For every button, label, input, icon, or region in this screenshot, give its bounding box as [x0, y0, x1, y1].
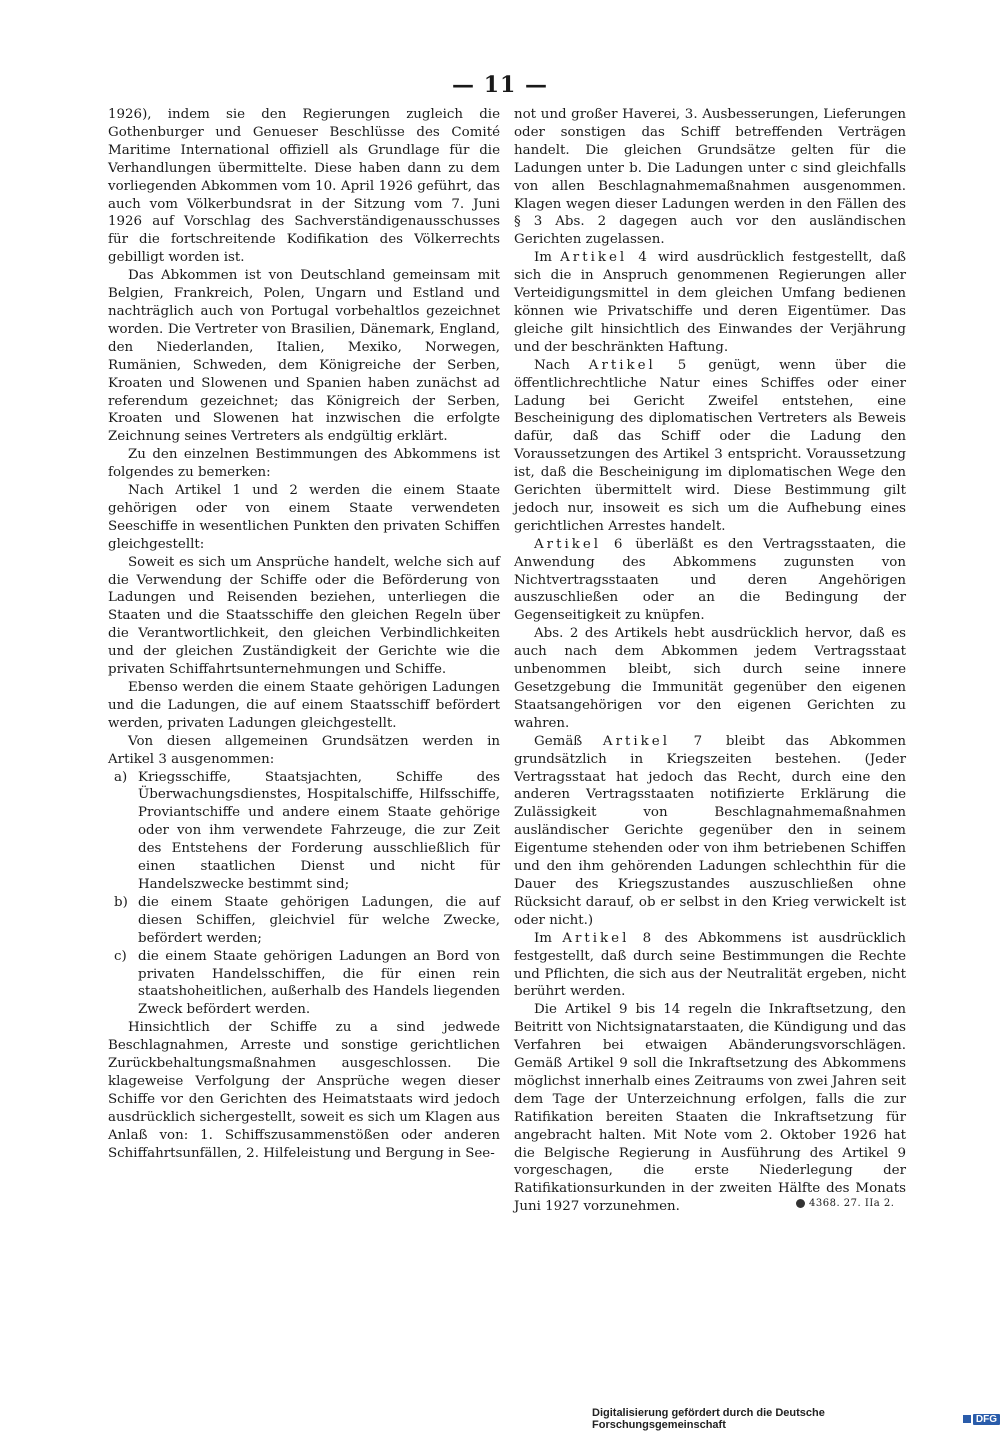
paragraph [514, 357, 906, 536]
paragraph [514, 930, 906, 1002]
stamp-text: 4368. 27. IIa 2. [809, 1198, 895, 1209]
logo-square [963, 1415, 971, 1423]
article-reference: Artikel 6 [534, 536, 626, 552]
text-run: bleibt das Abkommen grundsätzlich in Kriegszeiten bestehen. (Jeder Vertragsstaat hat jedoch das Recht, durch eine den anderen Vertragsstaaten notifizierte Erklärung die Zulässigkeit von Beschlagnahmemaßnahmen ausländischer Gerichte gegenüber den in seinem Eigentume stehenden oder von ihm betriebenen Schiffen und den ihm gehörenden Ladungen schlechthin für die Dauer des Kriegszustandes auszuschließen ohne Rücksicht darauf, ob er selbst in den Krieg verwickelt ist oder nicht.) [514, 733, 906, 928]
exception-list [108, 769, 500, 1020]
text-run: des Abkommens ist ausdrücklich festgestellt, daß durch seine Bestimmungen die Rechte und Pflichten, die sich aus der Neutralität ergeben, nicht berührt werden. [514, 930, 907, 1000]
list-marker: a) [114, 769, 128, 785]
text-run: überläßt es den Vertragsstaaten, die Anwendung des Abkommens zugunsten von Nichtvertragsstaaten und deren Angehörigen auszuschließen oder an die Bedingung der Gegenseitigkeit zu knüpfen. [514, 536, 906, 624]
paragraph: Das Abkommen ist von Deutschland gemeinsam mit Belgien, Frankreich, Polen, Ungarn und Estland und nachträglich auch von Portugal vorbehaltlos gezeichnet worden. Die Vertreter von Brasilien, Dänemark, England, den Niederlanden, Italien, Mexiko, Norwegen, Rumänien, Schweden, dem Königreiche der Serben, Kroaten und Slowenen und Spanien haben zunächst ad referendum gezeichnet; das Königreich der Serben, Kroaten und Slowenen hat inzwischen die erfolgte Zeichnung seines Vertreters als endgültig erklärt. [108, 268, 500, 445]
list-text: die einem Staate gehörigen Ladungen an Bord von privaten Handelsschiffen, die für einen rein staatshoheitlichen, außerhalb des Handels liegenden Zweck befördert werden. [138, 948, 500, 1018]
text-run: wird ausdrücklich festgestellt, daß sich die in Anspruch genommenen Regierungen aller Verteidigungsmittel in dem gleichen Umfang bedienen können wie Privatschiffe und deren Eigentümer. Das gleiche gilt hinsichtlich des Einwandes der Verjährung und der beschränkten Haftung. [514, 250, 906, 355]
paragraph: Nach Artikel 1 und 2 werden die einem Staate gehörigen oder von einem Staate verwendeten Seeschiffe in wesentlichen Punkten den privaten Schiffen gleichgestellt: [108, 483, 500, 552]
paragraph: Abs. 2 des Artikels hebt ausdrücklich hervor, daß es auch nach dem Abkommen jedem Vertragsstaat unbenommen bleibt, sich durch seine innere Gesetzgebung die Immunität gegenüber den eigenen Staatsangehörigen vor den eigenen Gerichten zu wahren. [514, 626, 906, 731]
article-reference: Artikel 4 [560, 250, 650, 266]
list-item [108, 948, 500, 1020]
paragraph: Zu den einzelnen Bestimmungen des Abkommens ist folgendes zu bemerken: [108, 447, 500, 481]
paragraph [514, 536, 906, 626]
paragraph: Hinsichtlich der Schiffe zu a sind jedwede Beschlagnahmen, Arreste und sonstige gerichtlichen Zurückbehaltungsmaßnahmen ausgeschlossen. Die klageweise Verfolgung der Ansprüche wegen dieser Schiffe vor den Gerichten des Heimatstaats wird jedoch ausdrücklich sichergestellt, soweit es sich um Klagen aus Anlaß von: 1. Schiffszusammenstößen oder anderen Schiffahrtsunfällen, 2. Hilfeleistung und Bergung in See- [108, 1020, 500, 1161]
list-marker: c) [114, 948, 127, 964]
paragraph: Ebenso werden die einem Staate gehörigen Ladungen und die Ladungen, die auf einem Staatsschiff befördert werden, privaten Ladungen gleichgestellt. [108, 680, 500, 731]
text-run: Im [534, 930, 563, 946]
print-stamp [796, 1198, 894, 1209]
list-marker: b) [114, 894, 128, 910]
text-run: Gemäß [534, 733, 603, 749]
paragraph: 1926), indem sie den Regierungen zugleich die Gothenburger und Genueser Beschlüsse des Comité Maritime International offiziell als Grundlage für die Verhandlungen übermittelte. Diese haben dann zu dem vorliegenden Abkommen vom 10. April 1926 geführt, das auch vom Völkerbundsrat in der Sitzung vom 7. Juni 1926 auf Vorschlag des Sachverständigenausschusses für die fortschreitende Kodifikation des Völkerrechts gebilligt worden ist. [108, 107, 500, 266]
list-text: die einem Staate gehörigen Ladungen, die auf diesen Schiffen, gleichviel für welche Zwecke, befördert werden; [138, 894, 500, 946]
paragraph: Soweit es sich um Ansprüche handelt, welche sich auf die Verwendung der Schiffe oder die Beförderung von Ladungen und Reisenden beziehen, unterliegen die Staaten und die Staatsschiffe den gleichen Regeln über die Verantwortlichkeit, den gleichen Verbindlichkeiten und der gleichen Zuständigkeit der Gerichte wie die privaten Schiffahrtsunternehmungen und Schiffe. [108, 554, 500, 678]
list-text: Kriegsschiffe, Staatsjachten, Schiffe des Überwachungsdienstes, Hospitalschiffe, Hilfsschiffe, Proviantschiffe und andere einem Staate gehörige oder von ihm verwendete Fahrzeuge, die zur Zeit des Entstehens der Forderung ausschließlich für einen staatlichen Dienst und nicht für Handelszwecke bestimmt sind; [138, 769, 500, 892]
list-item [108, 894, 500, 948]
logo-text: DFG [973, 1414, 1000, 1425]
list-item [108, 769, 500, 894]
text-run: Nach [534, 357, 589, 373]
footer-text: Digitalisierung gefördert durch die Deutsche Forschungsgemeinschaft [592, 1407, 825, 1431]
text-run: genügt, wenn über die öffentlichrechtliche Natur eines Schiffes oder einer Ladung bei Gericht Zweifel entstehen, eine Bescheinigung des diplomatischen Vertreters als Beweis dafür, daß das Schiff oder die Ladung den Voraussetzungen des Artikel 3 entspricht. Voraussetzung ist, daß die Bescheinigung im diplomatischen Wege den Gerichten übermittelt wird. Diese Bestimmung gilt jedoch nur, insoweit es sich um die Aufhebung eines gerichtlichen Arrestes handelt. [514, 357, 906, 534]
text-run: Im [534, 250, 561, 266]
printer-mark-icon [796, 1199, 805, 1208]
article-reference: Artikel 5 [588, 357, 690, 373]
paragraph: Die Artikel 9 bis 14 regeln die Inkraftsetzung, den Beitritt von Nichtsignatarstaaten, die Kündigung und das Verfahren bei etwaigen Abänderungsvorschlägen. Gemäß Artikel 9 soll die Inkraftsetzung des Abkommens möglichst innerhalb eines Zeitraums von zwei Jahren seit dem Tage der Unterzeichnung erfolgen, falls die zur Ratifikation bereiten Staaten die Inkraftsetzung für angebracht halten. Mit Note vom 2. Oktober 1926 hat die Belgische Regierung in Ausführung des Artikel 9 vorgeschagen, die erste Niederlegung der Ratifikationsurkunden in der zweiten Hälfte des Monats Juni 1927 vorzunehmen. [514, 1002, 906, 1215]
paragraph [514, 249, 906, 356]
paragraph: Von diesen allgemeinen Grundsätzen werden in Artikel 3 ausgenommen: [108, 733, 500, 767]
article-reference: Artikel 7 [602, 733, 706, 749]
dfg-logo-icon [963, 1414, 1000, 1425]
page-number: — 11 — [452, 72, 548, 98]
left-column [108, 106, 500, 1162]
article-reference: Artikel 8 [562, 930, 655, 946]
right-column [514, 106, 906, 1216]
paragraph [514, 733, 906, 930]
paragraph: not und großer Haverei, 3. Ausbesserungen, Lieferungen oder sonstigen das Schiff betreffenden Verträgen handelt. Die gleichen Grundsätze gelten für die Ladungen unter b. Die Ladungen unter c sind gleichfalls von allen Beschlagnahmemaßnahmen ausgenommen. Klagen wegen dieser Ladungen werden in den Fällen des § 3 Abs. 2 dagegen auch vor den ausländischen Gerichten zugelassen. [514, 107, 906, 248]
digitization-footer [592, 1407, 1000, 1431]
